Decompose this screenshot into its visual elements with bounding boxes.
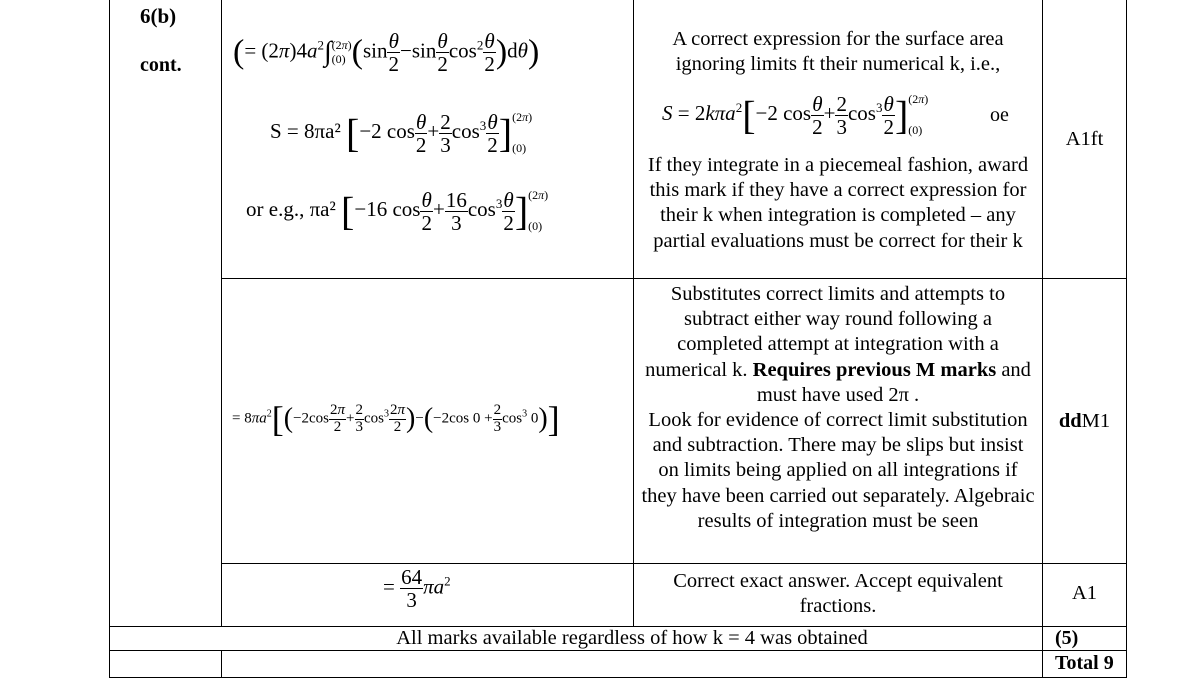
col-line-4 — [1042, 0, 1043, 678]
cont-label: cont. — [140, 54, 182, 76]
mark-row2-bold: dd — [1058, 410, 1082, 432]
guidance-row3: Correct exact answer. Accept equivalent fractions. — [673, 570, 1003, 618]
guidance-row2-bold: Requires previous M marks — [752, 358, 997, 381]
mark-row3: A1 — [1071, 582, 1098, 604]
mark-row2 — [1043, 410, 1126, 433]
final-answer: = $\frac{64}{3}$ $\pi a^2$ — [383, 565, 451, 613]
final-answer-numerator: 64 — [401, 565, 423, 589]
row-line-1 — [221, 278, 1127, 279]
guidance-row2 — [640, 282, 1036, 534]
guidance-row2-part3: Look for evidence of correct limit substitution and subtraction. There may be slips but insist on limits being applied on all integrations if they have been carried out separately. Algebraic results of integration must be seen — [641, 409, 1035, 532]
guidance-row1-oe: oe — [990, 104, 1009, 126]
question-number: 6(b) — [140, 4, 177, 28]
mark-row2-rest: M1 — [1081, 410, 1111, 432]
col-line-5 — [221, 650, 222, 678]
final-answer-denominator: 3 — [406, 588, 417, 613]
footer-note: All marks available regardless of how k = 4 was obtained — [396, 627, 868, 649]
working-integral-expression: (= $(2\pi)4a^2\int$ (2π) (0) (sin $\frac{\theta}{2}$ −sin $\frac{\theta}{2}$ $\cos^2$ $\frac{\theta}{2}$ )dθ) — [233, 29, 540, 77]
working-alt-prefix: or e.g., πa² — [246, 197, 336, 221]
guidance-row1-piecemeal: If they integrate in a piecemeal fashion, award this mark if they have a correct expression for their k when integration is completed – any partial evaluations must be correct for their k — [647, 154, 1029, 252]
col-line-3 — [633, 0, 634, 626]
working-line-alt: or e.g., πa² [−16 cos $\frac{\theta}{2}$ + $\frac{16}{3}$ $\cos^3$ $\frac{\theta}{2}$ ] (2π) (0) — [246, 187, 549, 235]
mark-row1: A1ft — [1065, 128, 1104, 150]
guidance-row2-part2: and must have used 2π . — [756, 358, 1031, 406]
working-line-s: S = 8πa² [−2 cos $\frac{\theta}{2}$ + $\frac{2}{3}$ $\cos^3$ $\frac{\theta}{2}$ ] (2π) (0) — [270, 109, 533, 157]
col-line-6 — [1126, 0, 1127, 678]
working-substitution: = $8\pi a^2[(-2\cos$ $\frac{2\pi}{2}$ + $\frac{2}{3}$ $\cos^3$ $\frac{2\pi}{2}$ )−(−2cos 0 + $\frac{2}{3}$ $\cos^3 0$)] — [232, 399, 560, 439]
footer-subtotal: (5) — [1055, 627, 1079, 649]
guidance-row2-part1: Substitutes correct limits and attempts to subtract either way round following a completed attempt at integration with a numerical k. — [645, 283, 1006, 381]
guidance-row1-intro: A correct expression for the surface area ignoring limits ft their numerical k, i.e., — [672, 28, 1004, 76]
footer-total: Total 9 — [1055, 652, 1114, 674]
col-line-2 — [221, 0, 222, 626]
col-line-1 — [109, 0, 110, 678]
row-line-2 — [221, 563, 1127, 564]
working-s-prefix: S = 8πa² — [270, 119, 341, 143]
guidance-row1-formula: S = 2kπa$^2$[−2 cos $\frac{\theta}{2}$ + $\frac{2}{3}$ $\cos^3$ $\frac{\theta}{2}$ ] (2π) (0) — [662, 91, 929, 139]
